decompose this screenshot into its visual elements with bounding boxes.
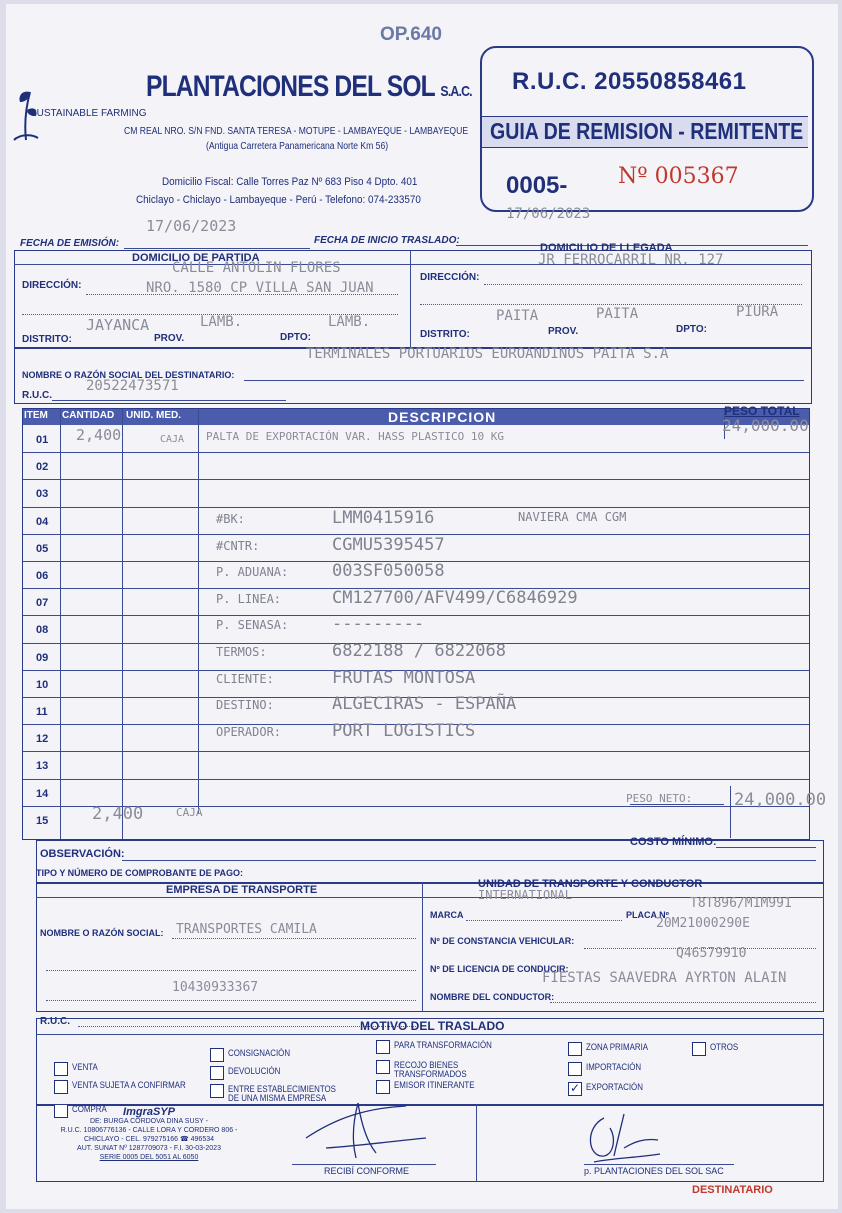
printer-line-2: R.U.C. 10806776136 - CALLE LORA Y CORDERO 806 - xyxy=(60,1127,238,1134)
motivo-label: EMISOR ITINERANTE xyxy=(394,1080,475,1090)
item-01-unidad: CAJA xyxy=(160,434,185,445)
detail-value: --------- xyxy=(332,614,425,635)
detail-label: TERMOS: xyxy=(216,645,267,659)
partida-prov: LAMB. xyxy=(200,314,243,330)
llegada-dpto-label: DPTO: xyxy=(676,324,707,335)
motivo-checkbox[interactable] xyxy=(54,1062,68,1076)
fecha-emision-value: 17/06/2023 xyxy=(146,217,237,235)
motivo-checkbox[interactable] xyxy=(568,1042,582,1056)
motivo-label: PARA TRANSFORMACIÓN xyxy=(394,1040,492,1050)
placa-label: PLACA Nº xyxy=(626,910,669,920)
unidad-transporte-title: UNIDAD DE TRANSPORTE Y CONDUCTOR xyxy=(478,878,703,890)
destinatario-ruc: 20522473571 xyxy=(86,378,179,394)
constancia-label: Nº DE CONSTANCIA VEHICULAR: xyxy=(430,936,575,946)
table-row-number: 13 xyxy=(36,760,49,773)
table-row-number: 06 xyxy=(36,570,49,582)
col-peso-total: PESO TOTAL xyxy=(724,404,800,418)
item-01-peso-total: 24,000.00 xyxy=(722,416,809,435)
fecha-inicio-label: FECHA DE INICIO TRASLADO: xyxy=(314,235,460,246)
detail-value: 003SF050058 xyxy=(332,561,445,582)
detail-value: CM127700/AFV499/C6846929 xyxy=(332,587,578,608)
partida-distrito: JAYANCA xyxy=(86,316,150,334)
detail-label: #BK: xyxy=(216,512,245,526)
fecha-emision-label: FECHA DE EMISIÓN: xyxy=(20,238,120,249)
destinatario-ruc-label: R.U.C. xyxy=(22,390,52,401)
col-descripcion: DESCRIPCION xyxy=(388,409,497,425)
destinatario-label: NOMBRE O RAZÓN SOCIAL DEL DESTINATARIO: xyxy=(22,370,235,380)
table-row-number: 08 xyxy=(36,624,49,637)
address-line-2: (Antigua Carretera Panamericana Norte Km 56) xyxy=(206,141,389,152)
detail-label: OPERADOR: xyxy=(216,724,282,739)
op-number: OP.640 xyxy=(380,24,442,45)
ruc-number: R.U.C. 20550858461 xyxy=(512,68,747,95)
table-row-divider xyxy=(23,779,809,780)
motivo-checkbox[interactable] xyxy=(210,1084,224,1098)
item-01-descripcion: PALTA DE EXPORTACIÓN VAR. HASS PLASTICO 10 KG xyxy=(206,430,505,443)
costo-minimo-label: COSTO MÍNIMO: xyxy=(630,836,717,848)
transporte-ruc: 10430933367 xyxy=(172,980,259,995)
motivo-checkbox[interactable] xyxy=(210,1048,224,1062)
printer-line-5: SERIE 0005 DEL 5051 AL 6050 xyxy=(99,1154,199,1161)
partida-prov-label: PROV. xyxy=(154,333,185,344)
transporte-marca: INTERNATIONAL xyxy=(478,888,572,902)
table-row-number: 09 xyxy=(36,651,49,664)
document-number: Nº 005367 xyxy=(618,164,739,189)
motivo-label: VENTA SUJETA A CONFIRMAR xyxy=(72,1080,186,1090)
total-cantidad: 2,400 xyxy=(92,804,144,824)
partida-dpto-label: DPTO: xyxy=(280,332,311,343)
table-row-number: 15 xyxy=(36,814,49,827)
table-row-divider xyxy=(23,479,809,480)
col-unid: UNID. MED. xyxy=(126,410,181,421)
detail-label: DESTINO: xyxy=(216,698,274,713)
motivo-label: IMPORTACIÓN xyxy=(586,1062,642,1072)
motivo-label: DEVOLUCIÓN xyxy=(228,1066,281,1076)
transporte-placa: T8T896/M1M991 xyxy=(690,896,792,911)
motivo-label: ZONA PRIMARIA xyxy=(586,1042,649,1052)
motivo-checkbox[interactable] xyxy=(376,1040,390,1054)
detail-extra: NAVIERA CMA CGM xyxy=(518,510,627,524)
conductor-label: NOMBRE DEL CONDUCTOR: xyxy=(430,992,555,1002)
table-row-number: 05 xyxy=(36,542,49,555)
table-row-number: 12 xyxy=(36,733,49,746)
table-row-number: 11 xyxy=(36,706,48,718)
detail-label: P. LINEA: xyxy=(216,591,282,606)
motivo-checkbox[interactable] xyxy=(210,1066,224,1080)
detail-value: PORT LOGISTICS xyxy=(332,720,476,741)
table-row-divider xyxy=(23,751,809,752)
table-row-number: 14 xyxy=(36,787,49,800)
transporte-razon-social: TRANSPORTES CAMILA xyxy=(176,922,317,937)
transporte-ruc-label: R.U.C. xyxy=(40,1016,70,1027)
llegada-dpto: PIURA xyxy=(736,304,779,320)
item-01-cantidad: 2,400 xyxy=(76,426,122,444)
tagline: SUSTAINABLE FARMING xyxy=(30,108,147,119)
detail-label: CLIENTE: xyxy=(216,671,274,686)
transporte-licencia: Q46579910 xyxy=(676,946,747,961)
observacion-label: OBSERVACIÓN: xyxy=(40,848,125,860)
motivo-checkbox[interactable] xyxy=(568,1062,582,1076)
detail-value: LMM0415916 xyxy=(332,508,435,528)
motivo-label: COMPRA xyxy=(72,1104,107,1114)
company-name-text: PLANTACIONES DEL SOL xyxy=(146,70,435,103)
motivo-checkbox[interactable]: ✓ xyxy=(569,1081,581,1095)
razon-social-label: NOMBRE O RAZÓN SOCIAL: xyxy=(40,928,164,938)
detail-value: FRUTAS MONTOSA xyxy=(332,667,476,688)
empresa-transporte-title: EMPRESA DE TRANSPORTE xyxy=(166,884,318,896)
peso-neto-label: PESO NETO: xyxy=(626,792,693,805)
motivo-checkbox[interactable] xyxy=(376,1080,390,1094)
detail-value: CGMU5395457 xyxy=(332,534,445,555)
motivo-label: EXPORTACIÓN xyxy=(586,1082,643,1092)
guia-remision-document xyxy=(6,4,838,1209)
motivo-label: OTROS xyxy=(710,1042,739,1052)
serie-number: 0005- xyxy=(506,172,568,199)
printer-name: ImgraSYP xyxy=(123,1106,175,1118)
printer-info xyxy=(42,1108,256,1186)
partida-distrito-label: DISTRITO: xyxy=(22,334,72,345)
table-row-divider xyxy=(23,452,809,453)
partida-direccion-2: NRO. 1580 CP VILLA SAN JUAN xyxy=(146,280,374,296)
motivo-label: VENTA xyxy=(72,1062,98,1072)
partida-direccion-label: DIRECCIÓN: xyxy=(22,280,82,291)
domicilio-partida-title: DOMICILIO DE PARTIDA xyxy=(132,252,260,264)
col-item: ITEM xyxy=(24,410,48,421)
signature-plantaciones xyxy=(574,1108,664,1168)
motivo-title: MOTIVO DEL TRASLADO xyxy=(360,1019,505,1033)
recibi-conforme-label: RECIBÍ CONFORME xyxy=(324,1166,410,1176)
transporte-constancia: 20M21000290E xyxy=(656,916,750,931)
fiscal-line-2: Chiclayo - Chiclayo - Lambayeque - Perú - Telefono: 074-233570 xyxy=(136,194,421,206)
printer-line-4: AUT. SUNAT Nº 1287709073 - F.I. 30-03-2023 xyxy=(77,1145,221,1152)
destinatario-copy-label: DESTINATARIO xyxy=(692,1184,773,1196)
marca-label: MARCA xyxy=(430,910,464,920)
destinatario-nombre: TERMINALES PORTUARIOS EUROANDINOS PAITA S.A xyxy=(306,346,669,362)
detail-label: #CNTR: xyxy=(216,538,260,553)
motivo-checkbox[interactable] xyxy=(54,1080,68,1094)
printer-line-1: DE: BURGA CORDOVA DINA SUSY - xyxy=(90,1118,208,1125)
peso-neto-value: 24,000.00 xyxy=(734,790,827,810)
signature-recibi xyxy=(296,1098,436,1168)
table-row-number: 02 xyxy=(36,461,49,474)
company-suffix: S.A.C. xyxy=(440,83,472,100)
detail-value: ALGECIRAS - ESPAÑA xyxy=(332,694,517,715)
motivo-checkbox[interactable] xyxy=(692,1042,706,1056)
plantaciones-sign-label: p. PLANTACIONES DEL SOL SAC xyxy=(584,1166,724,1176)
address-line-1: CM REAL NRO. S/N FND. SANTA TERESA - MOTUPE - LAMBAYEQUE - LAMBAYEQUE xyxy=(124,126,469,137)
table-row-number: 07 xyxy=(36,597,49,610)
col-cantidad: CANTIDAD xyxy=(62,410,115,421)
llegada-direccion-label: DIRECCIÓN: xyxy=(420,272,480,283)
company-name xyxy=(146,70,472,104)
llegada-prov-label: PROV. xyxy=(548,326,579,337)
llegada-distrito-label: DISTRITO: xyxy=(420,329,470,340)
table-row-number: 03 xyxy=(36,488,49,501)
fecha-inicio-value: 17/06/2023 xyxy=(506,206,591,222)
fiscal-line-1: Domicilio Fiscal: Calle Torres Paz Nº 683 Piso 4 Dpto. 401 xyxy=(162,176,418,188)
domicilio-llegada-title: DOMICILIO DE LLEGADA xyxy=(540,242,673,254)
doc-type: GUIA DE REMISION - REMITENTE xyxy=(490,118,804,144)
licencia-label: Nº DE LICENCIA DE CONDUCIR: xyxy=(430,964,569,974)
tipo-comprobante-label: TIPO Y NÚMERO DE COMPROBANTE DE PAGO: xyxy=(36,868,244,878)
motivo-label: ENTRE ESTABLECIMIENTOS DE UNA MISMA EMPRESA xyxy=(228,1084,336,1103)
motivo-checkbox[interactable] xyxy=(376,1060,390,1074)
llegada-prov: PAITA xyxy=(596,306,639,322)
printer-line-3: CHICLAYO - CEL. 979275166 ☎ 496534 xyxy=(84,1136,214,1143)
detail-label: P. ADUANA: xyxy=(216,565,289,580)
table-row-number: 04 xyxy=(36,515,49,528)
total-unidad: CAJA xyxy=(176,806,203,819)
transporte-conductor: FIESTAS SAAVEDRA AYRTON ALAIN xyxy=(542,970,787,986)
detail-value: 6822188 / 6822068 xyxy=(332,641,506,661)
partida-dpto: LAMB. xyxy=(328,314,371,330)
partida-direccion-1: CALLE ANTOLIN FLORES xyxy=(172,260,341,276)
llegada-distrito: PAITA xyxy=(496,308,539,324)
table-row-number: 01 xyxy=(36,434,49,446)
llegada-direccion-1: JR FERROCARRIL NR. 127 xyxy=(538,252,724,268)
motivo-label: RECOJO BIENES TRANSFORMADOS xyxy=(394,1060,467,1079)
detail-label: P. SENASA: xyxy=(216,618,289,633)
table-row-number: 10 xyxy=(36,678,49,691)
motivo-label: CONSIGNACIÓN xyxy=(228,1048,291,1058)
